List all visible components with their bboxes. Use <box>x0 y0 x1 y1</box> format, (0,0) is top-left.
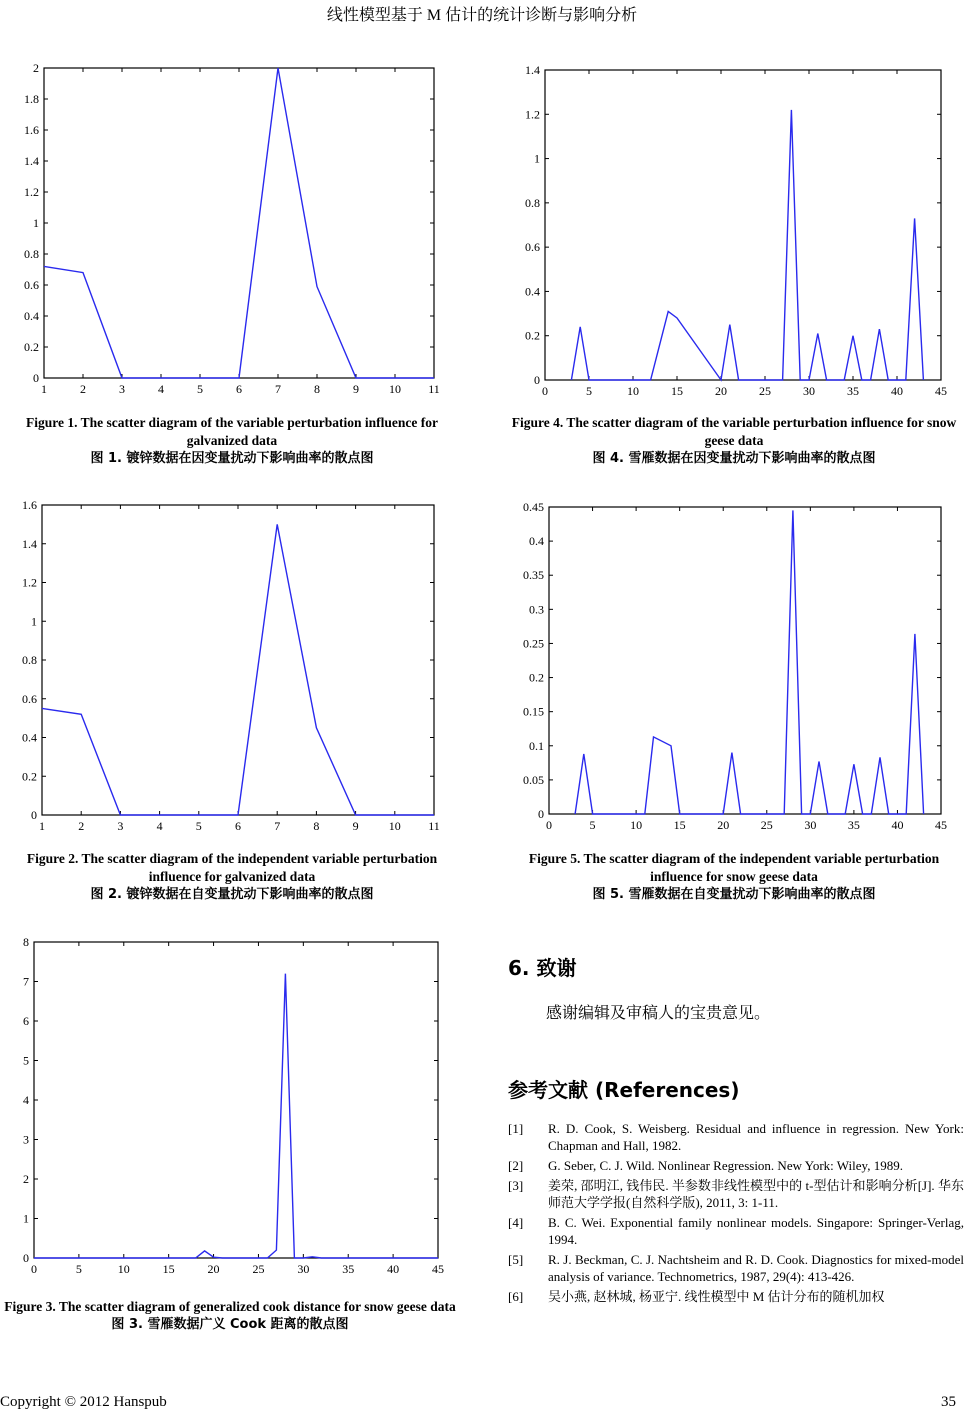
y-tick-label: 8 <box>23 935 29 949</box>
y-tick-label: 6 <box>23 1014 29 1028</box>
x-tick-label: 40 <box>891 384 903 398</box>
y-tick-label: 0.6 <box>525 240 540 255</box>
figure-4-caption-en: Figure 4. The scatter diagram of the variable perturbation influence for snow geese data <box>511 415 957 448</box>
x-tick-label: 6 <box>235 819 241 833</box>
plot-frame <box>42 505 434 815</box>
y-tick-label: 1.6 <box>24 123 39 137</box>
figure-4-caption <box>504 414 964 468</box>
y-tick-label: 0 <box>31 808 37 822</box>
y-tick-label: 1.6 <box>22 498 37 512</box>
plot-frame <box>545 70 941 380</box>
figure-1-chart <box>24 61 440 396</box>
x-tick-label: 5 <box>589 818 596 832</box>
y-tick-label: 0 <box>538 807 544 821</box>
section-6-body: 感谢编辑及审稿人的宝贵意见。 <box>546 1003 771 1022</box>
y-tick-label: 0.25 <box>523 636 544 651</box>
plot-frame <box>34 942 438 1258</box>
y-tick-label: 5 <box>23 1053 29 1068</box>
figure-2-caption <box>2 850 462 904</box>
plot-frame <box>44 68 434 378</box>
y-tick-label: 0.4 <box>529 534 544 549</box>
reference-number: [6] <box>508 1289 524 1304</box>
x-tick-label: 30 <box>803 384 815 398</box>
y-tick-label: 0.05 <box>523 772 544 787</box>
y-tick-label: 0.6 <box>22 691 37 706</box>
x-tick-label: 9 <box>353 382 359 396</box>
figure-5-caption-zh: 图 5. 雪雁数据在自变量扰动下影响曲率的散点图 <box>592 887 876 902</box>
y-tick-label: 1.2 <box>22 575 37 590</box>
x-tick-label: 10 <box>389 382 401 396</box>
running-header: 线性模型基于 M 估计的统计诊断与影响分析 <box>326 7 638 24</box>
reference-item <box>508 1120 964 1154</box>
reference-number: [1] <box>508 1121 524 1136</box>
x-tick-label: 30 <box>297 1262 310 1276</box>
y-tick-label: 0.45 <box>523 500 544 514</box>
y-tick-label: 0.1 <box>529 738 544 753</box>
x-tick-label: 5 <box>75 1262 82 1276</box>
x-tick-label: 8 <box>313 819 320 833</box>
section-6-heading: 6. 致谢 <box>508 956 577 980</box>
x-tick-label: 20 <box>717 818 730 832</box>
series-line <box>42 524 434 815</box>
y-tick-label: 0.2 <box>22 769 37 784</box>
y-tick-label: 0.8 <box>24 247 39 261</box>
y-tick-label: 0.4 <box>525 284 540 299</box>
figure-4-chart <box>525 63 947 398</box>
x-tick-label: 25 <box>759 384 771 398</box>
reference-text: G. Seber, C. J. Wild. Nonlinear Regression. New York: Wiley, 1989. <box>548 1158 903 1173</box>
y-tick-label: 1.4 <box>24 154 39 168</box>
x-tick-label: 1 <box>41 382 47 396</box>
x-tick-label: 35 <box>847 818 860 832</box>
figure-3-caption <box>2 1298 458 1334</box>
y-tick-label: 1 <box>23 1211 29 1226</box>
x-tick-label: 11 <box>428 819 440 833</box>
y-tick-label: 0.2 <box>24 340 39 354</box>
y-tick-label: 0 <box>23 1251 29 1265</box>
y-tick-label: 1.4 <box>22 536 37 551</box>
reference-number: [2] <box>508 1158 524 1173</box>
y-tick-label: 0.3 <box>529 602 544 617</box>
x-tick-label: 0 <box>31 1262 37 1276</box>
reference-item <box>508 1288 964 1305</box>
x-tick-label: 4 <box>156 819 163 833</box>
x-tick-label: 10 <box>388 819 401 833</box>
reference-item <box>508 1157 964 1174</box>
y-tick-label: 1.2 <box>24 185 39 199</box>
series-line <box>571 110 923 380</box>
reference-text: 吴小燕, 赵林城, 杨亚宁. 线性模型中 M 估计分布的随机加权 <box>548 1289 885 1304</box>
y-tick-label: 2 <box>33 61 39 75</box>
x-tick-label: 10 <box>117 1262 130 1276</box>
x-tick-label: 2 <box>78 819 85 833</box>
x-tick-label: 1 <box>39 819 45 833</box>
figure-3-caption-en: Figure 3. The scatter diagram of generalized cook distance for snow geese data <box>4 1299 456 1314</box>
x-tick-label: 3 <box>117 819 124 833</box>
x-tick-label: 8 <box>314 382 320 396</box>
x-tick-label: 3 <box>119 382 125 396</box>
figure-2-caption-zh: 图 2. 镀锌数据在自变量扰动下影响曲率的散点图 <box>90 887 374 902</box>
x-tick-label: 10 <box>627 384 639 398</box>
y-tick-label: 4 <box>23 1093 29 1107</box>
y-tick-label: 0.4 <box>24 309 39 323</box>
x-tick-label: 35 <box>847 384 859 398</box>
reference-text: 姜荣, 邵明江, 钱伟民. 半参数非线性模型中的 t-型估计和影响分析[J]. 华东师范大学学报(自然科学版), 2011, 3: 1-11. <box>548 1178 964 1210</box>
x-tick-label: 15 <box>162 1262 175 1276</box>
y-tick-label: 0 <box>534 373 540 387</box>
x-tick-label: 9 <box>352 819 359 833</box>
y-tick-label: 7 <box>23 974 29 989</box>
page-number: 35 <box>941 1394 956 1410</box>
reference-number: [5] <box>508 1252 524 1267</box>
y-tick-label: 0.2 <box>525 328 540 343</box>
y-tick-label: 0.8 <box>22 653 37 667</box>
y-tick-label: 0.15 <box>523 704 544 719</box>
y-tick-label: 1 <box>31 614 37 629</box>
y-tick-label: 1.4 <box>525 63 540 77</box>
x-tick-label: 45 <box>935 818 947 832</box>
figure-5-caption-en: Figure 5. The scatter diagram of the independent variable perturbation influence for snow geese data <box>528 851 940 884</box>
reference-text: R. D. Cook, S. Weisberg. Residual and influence in regression. New York: Chapman and Hall, 1982. <box>548 1121 964 1153</box>
y-tick-label: 0.6 <box>24 278 39 292</box>
figure-5-chart <box>523 500 947 832</box>
reference-text: R. J. Beckman, C. J. Nachtsheim and R. D. Cook. Diagnostics for mixed-model analysis of variance. Technometrics, 1987, 29(4): 413-426. <box>548 1252 964 1284</box>
x-tick-label: 40 <box>891 818 904 832</box>
y-tick-label: 1.8 <box>24 92 39 106</box>
series-line <box>44 68 434 378</box>
y-tick-label: 0 <box>33 371 39 385</box>
series-line <box>575 510 924 814</box>
y-tick-label: 3 <box>23 1132 29 1147</box>
x-tick-label: 0 <box>546 818 552 832</box>
x-tick-label: 0 <box>542 384 548 398</box>
x-tick-label: 4 <box>158 382 164 396</box>
reference-text: B. C. Wei. Exponential family nonlinear models. Singapore: Springer-Verlag, 1994. <box>548 1215 964 1247</box>
figure-4-caption-zh: 图 4. 雪雁数据在因变量扰动下影响曲率的散点图 <box>592 451 876 466</box>
figure-1-caption-zh: 图 1. 镀锌数据在因变量扰动下影响曲率的散点图 <box>90 451 374 466</box>
reference-number: [4] <box>508 1215 524 1230</box>
x-tick-label: 7 <box>274 819 281 833</box>
x-tick-label: 2 <box>80 382 86 396</box>
x-tick-label: 20 <box>207 1262 220 1276</box>
figure-3-chart <box>23 935 444 1276</box>
references-heading: 参考文献 (References) <box>508 1078 740 1102</box>
reference-item <box>508 1251 964 1285</box>
figure-1-caption-en: Figure 1. The scatter diagram of the variable perturbation influence for galvanized data <box>25 415 439 448</box>
x-tick-label: 5 <box>586 384 592 398</box>
series-line <box>34 974 438 1258</box>
copyright: Copyright © 2012 Hanspub <box>0 1394 167 1410</box>
x-tick-label: 30 <box>804 818 817 832</box>
x-tick-label: 40 <box>387 1262 400 1276</box>
x-tick-label: 25 <box>252 1262 265 1276</box>
x-tick-label: 20 <box>715 384 727 398</box>
x-tick-label: 11 <box>428 382 440 396</box>
x-tick-label: 25 <box>760 818 773 832</box>
y-tick-label: 0.35 <box>523 568 544 583</box>
y-tick-label: 1 <box>33 216 39 230</box>
figure-2-chart <box>22 498 440 833</box>
y-tick-label: 1.2 <box>525 107 540 122</box>
reference-item <box>508 1214 964 1248</box>
y-tick-label: 0.2 <box>529 670 544 685</box>
x-tick-label: 45 <box>935 384 947 398</box>
x-tick-label: 45 <box>432 1262 444 1276</box>
y-tick-label: 2 <box>23 1172 29 1186</box>
x-tick-label: 7 <box>275 382 281 396</box>
x-tick-label: 15 <box>671 384 683 398</box>
figure-5-caption <box>504 850 964 904</box>
x-tick-label: 35 <box>342 1262 355 1276</box>
reference-number: [3] <box>508 1178 524 1193</box>
y-tick-label: 0.4 <box>22 730 37 745</box>
x-tick-label: 6 <box>236 382 242 396</box>
reference-list <box>508 1120 964 1308</box>
x-tick-label: 5 <box>195 819 202 833</box>
figure-1-caption <box>2 414 462 468</box>
figure-2-caption-en: Figure 2. The scatter diagram of the independent variable perturbation influence for galvanized data <box>26 851 438 884</box>
x-tick-label: 10 <box>630 818 643 832</box>
x-tick-label: 5 <box>197 382 203 396</box>
reference-item <box>508 1177 964 1211</box>
figure-3-caption-zh: 图 3. 雪雁数据广义 Cook 距离的散点图 <box>111 1317 349 1332</box>
y-tick-label: 1 <box>534 151 540 166</box>
x-tick-label: 15 <box>673 818 686 832</box>
y-tick-label: 0.8 <box>525 195 540 210</box>
